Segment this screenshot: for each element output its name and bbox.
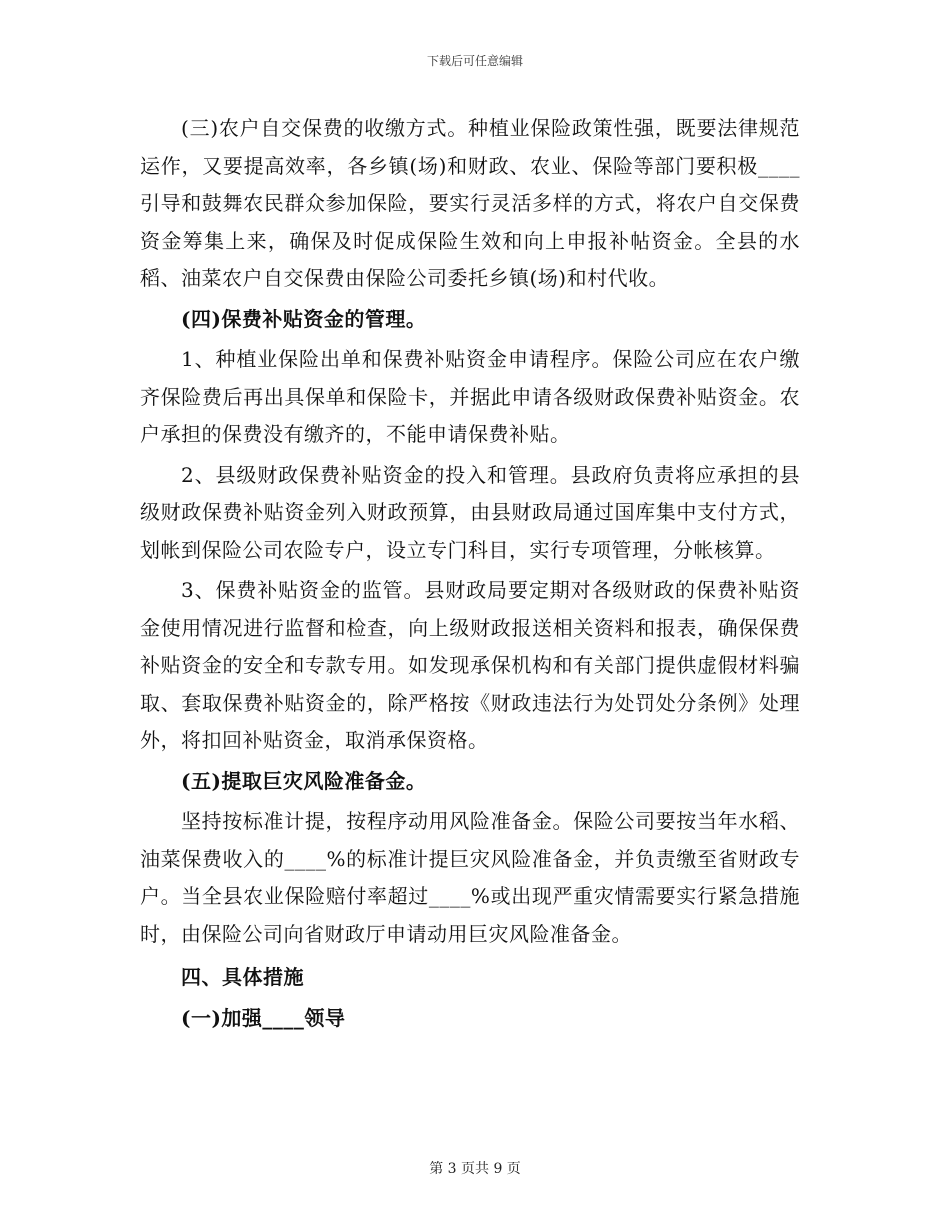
paragraph-county-funding: 2、县级财政保费补贴资金的投入和管理。县政府负责将应承担的县级财政保费补贴资金列入财政预算，由县财政局通过国库集中支付方式，划帐到保险公司农险专户，设立专门科目，实行专项管理，分帐核算。: [140, 462, 800, 562]
paragraph-fee-collection: (三)农户自交保费的收缴方式。种植业保险政策性强，既要法律规范运作，又要提高效率，各乡镇(场)和财政、农业、保险等部门要积极____引导和鼓舞农民群众参加保险，要实行灵活多样的方式，将农户自交保费资金筹集上来，确保及时促成保险生效和向上申报补帖资金。全县的水稻、油菜农户自交保费由保险公司委托乡镇(场)和村代收。: [140, 116, 800, 290]
heading-specific-measures: 四、具体措施: [181, 965, 304, 989]
page-header: 下载后可任意编辑: [426, 54, 523, 68]
paragraph-subsidy-application: 1、种植业保险出单和保费补贴资金申请程序。保险公司应在农户缴齐保险费后再出具保单和保险卡，并据此申请各级财政保费补贴资金。农户承担的保费没有缴齐的，不能申请保费补贴。: [140, 347, 800, 446]
paragraph-reserve-rules: 坚持按标准计提，按程序动用风险准备金。保险公司要按当年水稻、油菜保费收入的____%的标准计提巨灾风险准备金，并负责缴至省财政专户。当全县农业保险赔付率超过____%或出现严重灾情需要实行紧急措施时，由保险公司向省财政厅申请动用巨灾风险准备金。: [140, 809, 800, 946]
heading-subsidy-management: (四)保费补贴资金的管理。: [181, 306, 427, 331]
heading-strengthen-leadership: (一)加强____领导: [181, 1005, 346, 1030]
page-footer: 第 3 页共 9 页: [429, 1161, 521, 1177]
paragraph-subsidy-supervision: 3、保费补贴资金的监管。县财政局要定期对各级财政的保费补贴资金使用情况进行监督和检查，向上级财政报送相关资料和报表，确保保费补贴资金的安全和专款专用。如发现承保机构和有关部门提供虚假材料骗取、套取保费补贴资金的，除严格按《财政违法行为处罚处分条例》处理外，将扣回补贴资金，取消承保资格。: [140, 578, 800, 752]
heading-catastrophe-reserve: (五)提取巨灾风险准备金。: [181, 768, 427, 793]
document-body: [140, 110, 800, 1037]
